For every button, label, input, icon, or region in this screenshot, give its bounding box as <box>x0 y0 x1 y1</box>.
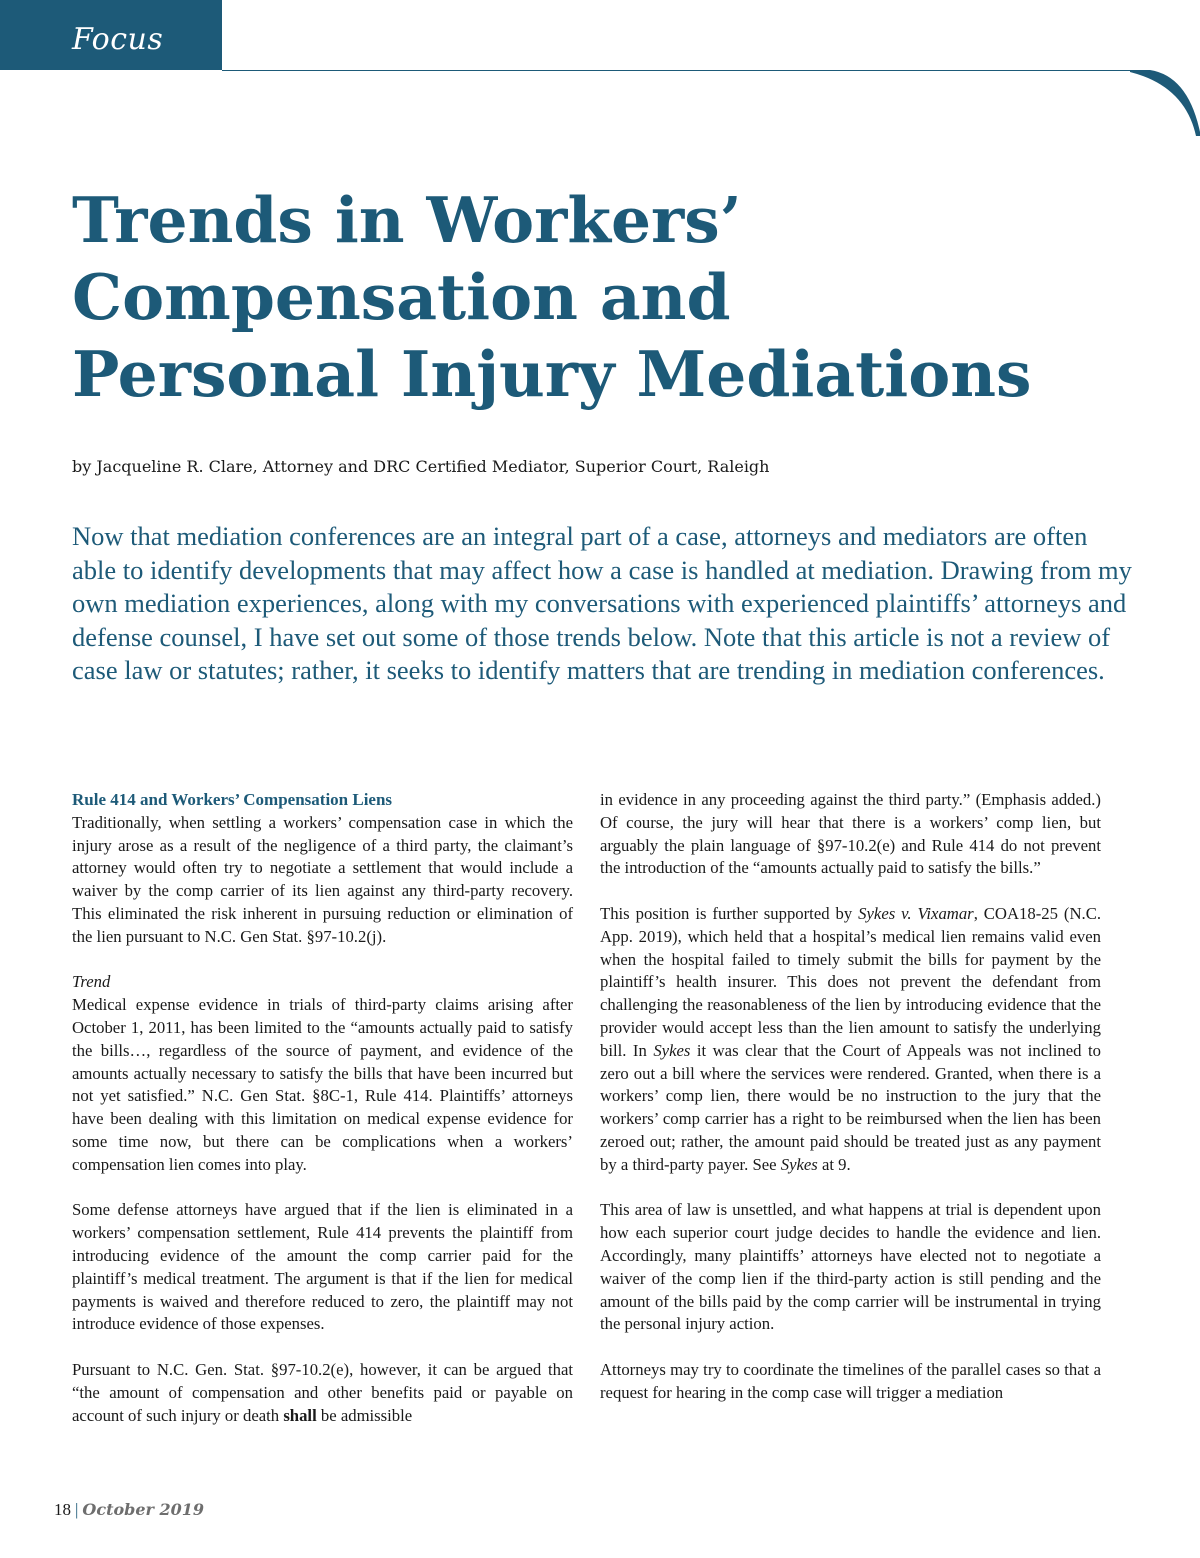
text-run: Pursuant to N.C. Gen. Stat. §97-10.2(e), however, it can be argued that “the amount of compensation and other benefits paid or payable on account of such injury or death <box>72 1359 573 1425</box>
body-paragraph: Medical expense evidence in trials of third-party claims arising after October 1, 2011, has been limited to the “amounts actually paid to satisfy the bills…, regardless of the source of payment, and evidence of the amounts actually necessary to satisfy the bills that have been incurred but not yet satisfied.” N.C. Gen Stat. §8C-1, Rule 414. Plaintiffs’ attorneys have been dealing with this limitation on medical expense evidence for some time now, but there can be complications when a workers’ compensation lien comes into play. <box>72 995 573 1174</box>
text-run: be admissible <box>316 1405 413 1425</box>
page-number: 18 <box>54 1500 71 1519</box>
case-citation: Sykes <box>780 1154 818 1174</box>
body-paragraph: Traditionally, when settling a workers’ compensation case in which the injury arose as a result of the negligence of a third party, the claimant’s attorney would often try to negotiate a settlement that would include a waiver by the comp carrier of its lien against any third-party recovery. This eliminated the risk inherent in pursuing reduction or elimination of the lien pursuant to N.C. Gen Stat. §97-10.2(j). <box>72 812 573 946</box>
text-run: it was clear that the Court of Appeals was not inclined to zero out a bill where the services were rendered. Granted, when there is a workers’ comp lien, there would be no instruction to the jury that the workers’ comp carrier has a right to be reimbursed when the lien has been zeroed out; rather, the amount paid should be treated just as any payment by a third-party payer. See <box>600 1040 1101 1174</box>
page-footer <box>54 1500 204 1520</box>
text-run: This position is further supported by <box>600 903 859 923</box>
issue-date: October 2019 <box>82 1500 205 1519</box>
title-line: Trends in Workers’ <box>72 183 742 257</box>
body-paragraph <box>72 1359 573 1427</box>
section-label: Focus <box>72 22 164 57</box>
footer-separator: | <box>75 1500 79 1519</box>
emphasis-text: shall <box>283 1405 317 1425</box>
case-citation: Sykes v. Vixamar <box>858 903 974 923</box>
left-column <box>72 789 573 1427</box>
article-title <box>72 182 1152 413</box>
body-paragraph: in evidence in any proceeding against the third party.” (Emphasis added.) Of course, the jury will hear that there is a workers’ comp lien, but arguably the plain language of §97-10.2(e) and Rule 414 do not prevent the introduction of the “amounts actually paid to satisfy the bills.” <box>600 790 1101 878</box>
body-paragraph: This area of law is unsettled, and what happens at trial is dependent upon how each superior court judge decides to handle the evidence and lien. Accordingly, many plaintiffs’ attorneys have elected not to negotiate a waiver of the comp lien if the third-party action is still pending and the amount of the bills paid by the comp carrier will be instrumental in trying the personal injury action. <box>600 1200 1101 1334</box>
header-rule <box>222 70 1134 71</box>
body-paragraph <box>600 903 1101 1177</box>
text-run: at 9. <box>817 1154 851 1174</box>
title-line: Personal Injury Mediations <box>72 337 1032 411</box>
body-paragraph: Attorneys may try to coordinate the timelines of the parallel cases so that a request for hearing in the comp case will trigger a mediation <box>600 1359 1101 1402</box>
author-byline: by Jacqueline R. Clare, Attorney and DRC Certified Mediator, Superior Court, Raleigh <box>72 457 770 476</box>
text-run: , COA18-25 (N.C. App. 2019), which held that a hospital’s medical lien remains valid even when the hospital failed to timely submit the bills for payment by the plaintiff’s health insurer. This does not prevent the defendant from challenging the reasonableness of the lien by introducing evidence that the provider would accept less than the lien amount to satisfy the underlying bill. In <box>600 903 1101 1060</box>
body-paragraph: Some defense attorneys have argued that if the lien is eliminated in a workers’ compensation settlement, Rule 414 prevents the plaintiff from introducing evidence of the amount the comp carrier paid for the plaintiff’s medical treatment. The argument is that if the lien for medical payments is waived and therefore reduced to zero, the plaintiff may not introduce evidence of those expenses. <box>72 1200 573 1334</box>
right-column <box>600 789 1101 1405</box>
case-citation: Sykes <box>653 1040 691 1060</box>
lead-paragraph: Now that mediation conferences are an integral part of a case, attorneys and mediators are often able to identify developments that may affect how a case is handled at mediation. Drawing from my own mediation experiences, along with my conversations with experienced plaintiffs’ attorneys and defense counsel, I have set out some of those trends below. Note that this article is not a review of case law or statutes; rather, it seeks to identify matters that are trending in mediation conferences. <box>72 521 1132 685</box>
title-line: Compensation and <box>72 260 731 334</box>
corner-decoration <box>1130 66 1200 136</box>
section-subheading: Rule 414 and Workers’ Compensation Liens <box>72 790 393 809</box>
trend-label: Trend <box>72 972 111 992</box>
